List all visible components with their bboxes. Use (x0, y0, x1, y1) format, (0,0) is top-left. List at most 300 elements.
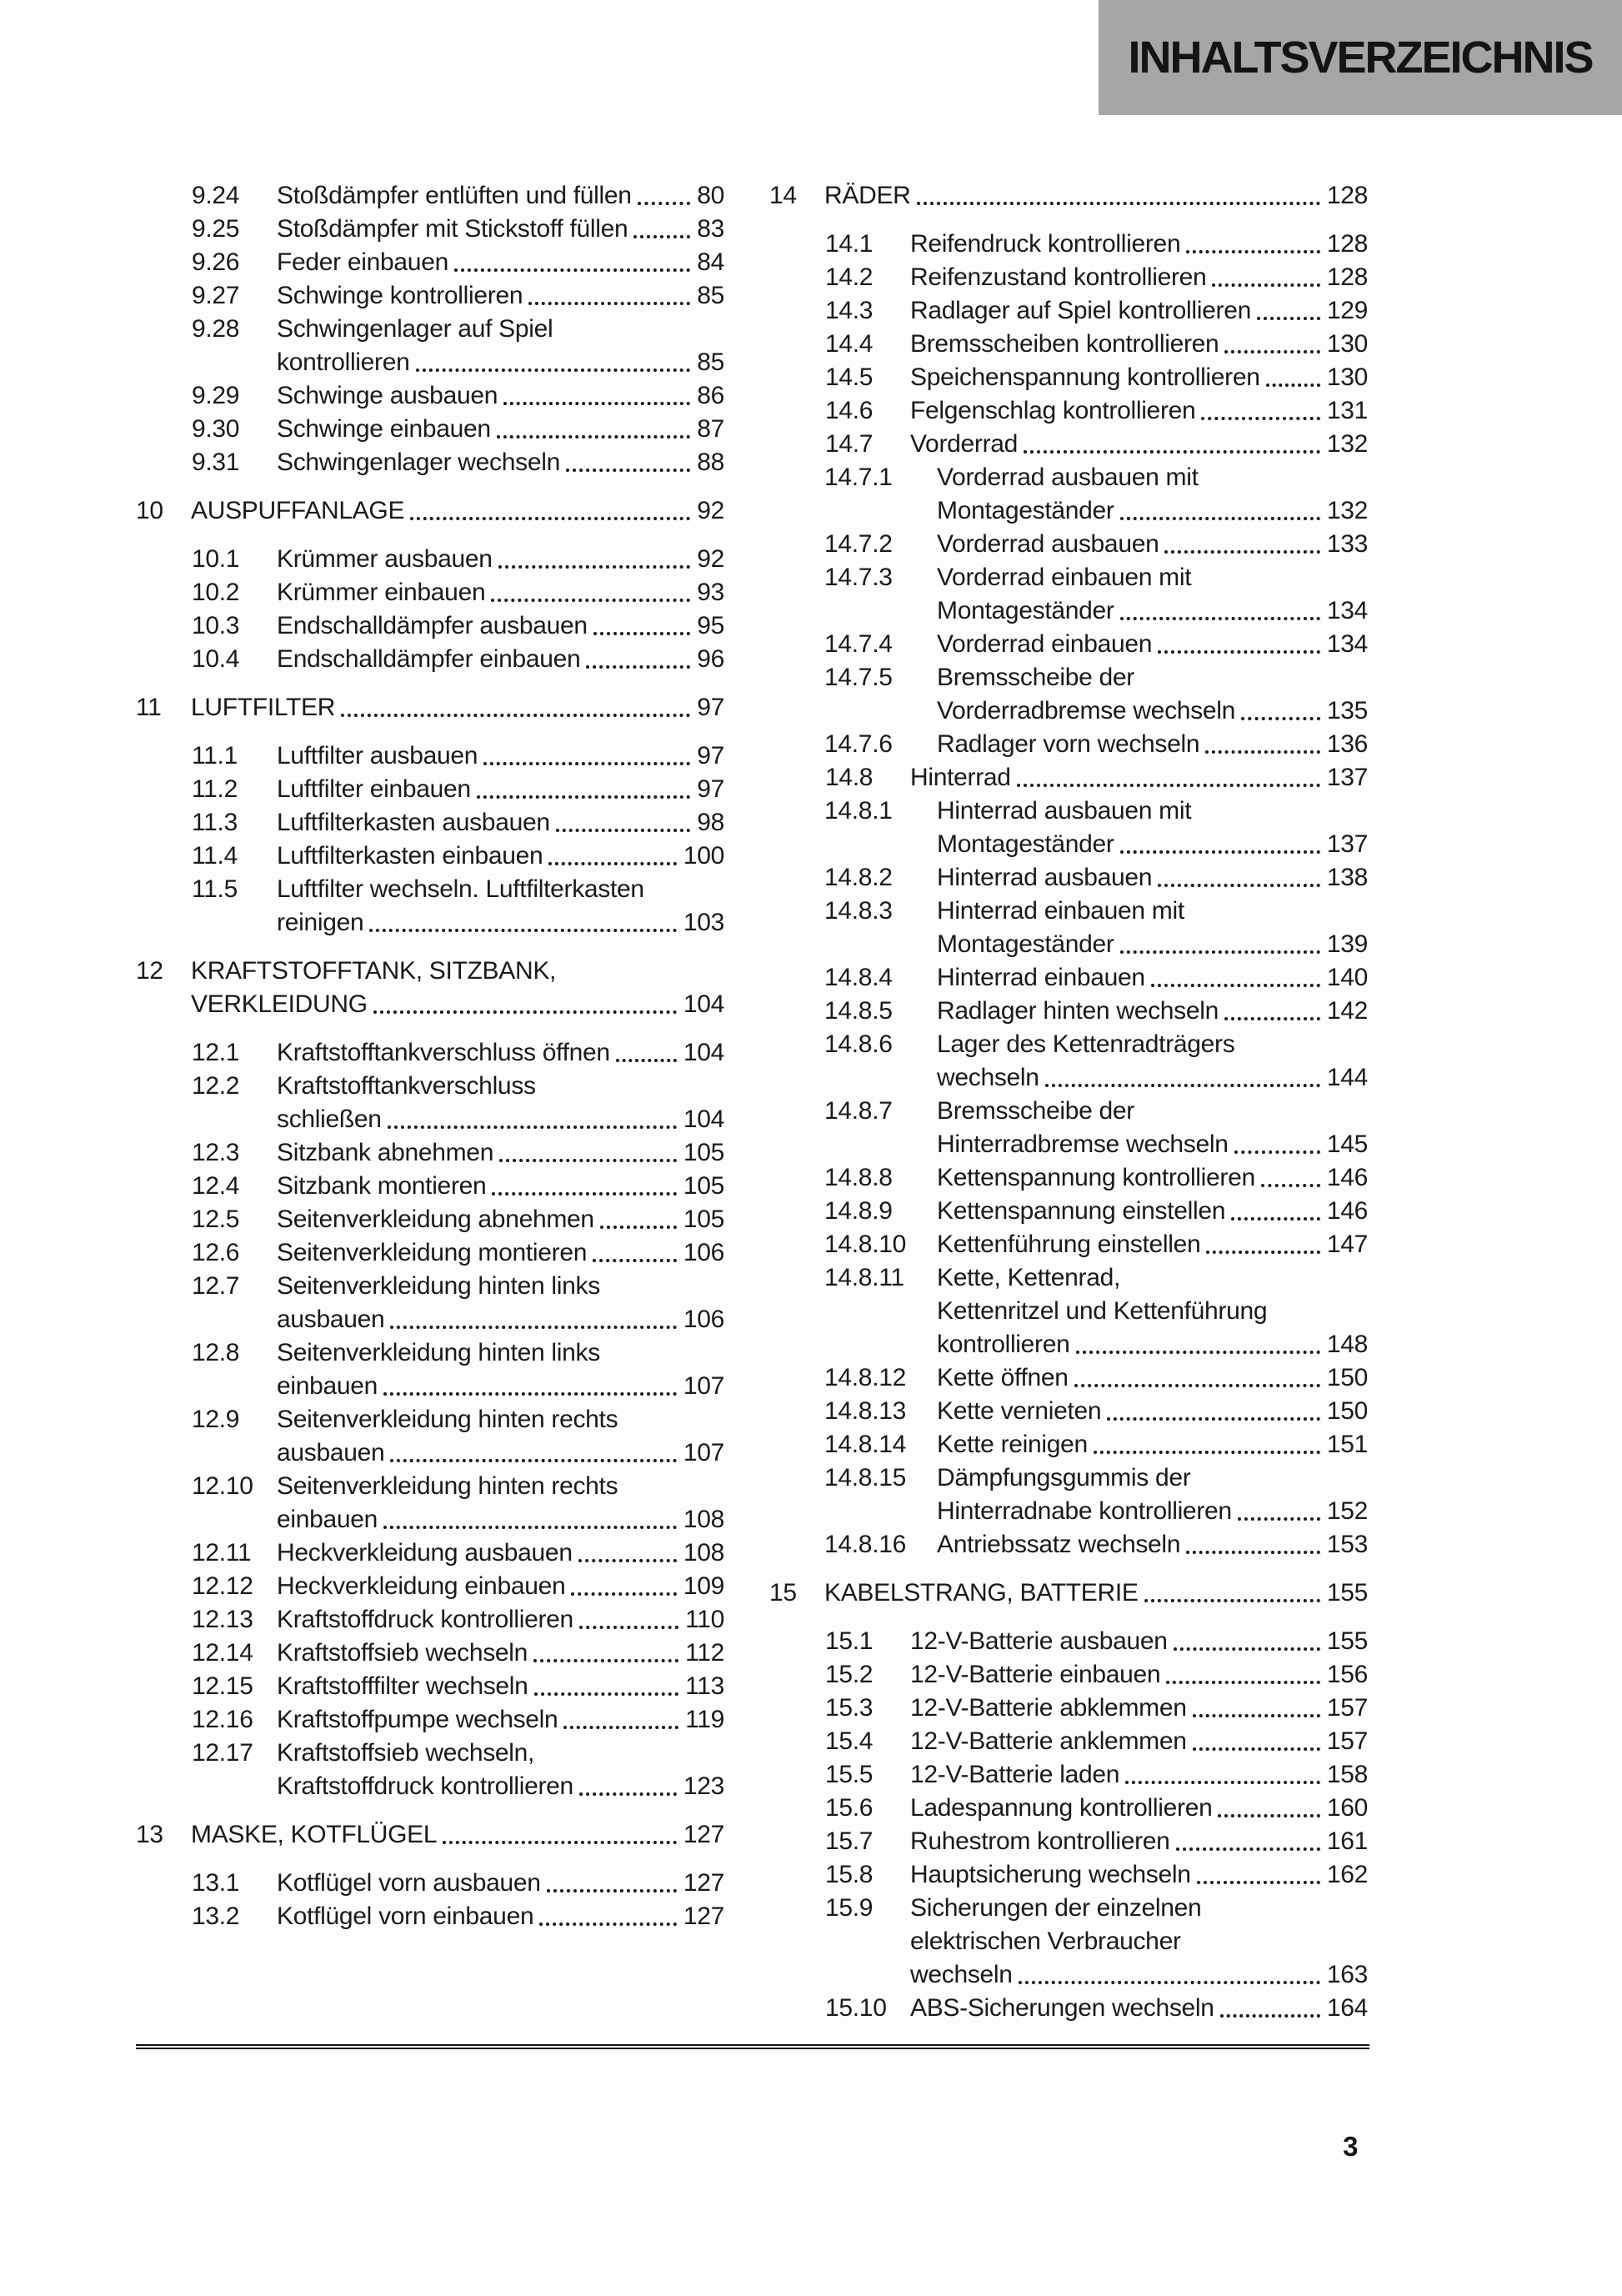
entry-title: KRAFTSTOFFTANK, SITZBANK, (191, 957, 557, 985)
toc-entry (136, 246, 724, 279)
entry-number: 15.10 (825, 1994, 887, 2022)
entry-number: 15.4 (825, 1727, 874, 1755)
entry-page: 92 (697, 497, 724, 524)
entry-page: 142 (1326, 997, 1368, 1025)
toc-line (136, 379, 724, 413)
toc-line (136, 1503, 724, 1537)
dot-leader (1120, 950, 1320, 954)
toc-columns (136, 179, 1368, 2025)
entry-title: Schwinge einbauen (277, 415, 491, 443)
entry-title: Kraftstoffdruck kontrollieren (277, 1772, 573, 1800)
toc-chapter (769, 179, 1368, 213)
entry-title: Kette vernieten (937, 1397, 1102, 1425)
entry-page: 130 (1326, 363, 1368, 391)
entry-page: 128 (1326, 230, 1368, 258)
entry-page: 83 (697, 215, 724, 243)
entry-page: 163 (1326, 1961, 1368, 1988)
dot-leader (1231, 1217, 1320, 1221)
toc-line (136, 1470, 724, 1503)
entry-title: Montageständer (937, 497, 1114, 524)
toc-entry (136, 773, 724, 806)
entry-number: 10 (136, 497, 163, 524)
toc-line (769, 328, 1368, 361)
toc-line (769, 179, 1368, 213)
entry-page: 155 (1326, 1579, 1368, 1607)
toc-line (769, 928, 1368, 961)
entry-number: 14.1 (825, 230, 874, 258)
entry-page: 97 (697, 742, 724, 770)
dot-leader (483, 762, 690, 765)
dot-leader (1224, 350, 1319, 353)
entry-title: Vorderrad einbauen mit (937, 564, 1192, 591)
toc-entry (769, 528, 1368, 561)
entry-number: 15.9 (825, 1894, 874, 1922)
dot-leader (1212, 283, 1319, 287)
entry-page: 161 (1326, 1827, 1368, 1855)
dot-leader (1186, 250, 1320, 253)
entry-page: 147 (1326, 1231, 1368, 1258)
toc-entry (136, 806, 724, 840)
page-header (1099, 0, 1622, 115)
entry-page: 105 (683, 1172, 724, 1200)
entry-number: 15.7 (825, 1827, 874, 1855)
toc-line (136, 1136, 724, 1170)
entry-number: 14 (769, 182, 797, 209)
toc-line (769, 1577, 1368, 1610)
toc-line (769, 494, 1368, 528)
toc-line (136, 313, 724, 346)
toc-entry (136, 1637, 724, 1670)
toc-line (136, 446, 724, 479)
entry-number: 14.7.5 (824, 664, 893, 691)
toc-line (136, 1236, 724, 1270)
dot-leader (416, 368, 691, 372)
toc-line (136, 576, 724, 609)
toc-line (136, 1036, 724, 1070)
dot-leader (1120, 617, 1320, 620)
entry-title: Schwinge ausbauen (277, 382, 498, 409)
entry-page: 95 (697, 612, 724, 639)
entry-title: Hinterrad ausbauen mit (937, 797, 1192, 825)
entry-title: Bremsscheibe der (937, 1097, 1134, 1125)
toc-line (769, 1958, 1368, 1992)
toc-line (136, 413, 724, 446)
dot-leader (1120, 850, 1320, 854)
toc-entry (769, 1161, 1368, 1195)
toc-line (136, 1900, 724, 1933)
entry-title: Sitzbank abnehmen (277, 1139, 494, 1166)
entry-number: 14.8.15 (824, 1464, 906, 1491)
entry-number: 12.8 (192, 1339, 240, 1366)
toc-chapter (769, 1577, 1368, 1610)
entry-title: Kette öffnen (937, 1364, 1069, 1391)
entry-title: AUSPUFFANLAGE (191, 497, 405, 524)
entry-page: 127 (683, 1869, 724, 1897)
entry-title: Hinterrad einbauen (937, 964, 1145, 991)
toc-line (136, 739, 724, 773)
entry-title: Luftfilter ausbauen (277, 742, 478, 770)
toc-line (769, 861, 1368, 895)
entry-page: 144 (1326, 1064, 1368, 1091)
toc-line (769, 1328, 1368, 1361)
entry-title: Endschalldämpfer ausbauen (277, 612, 588, 639)
entry-title: Antriebssatz wechseln (937, 1531, 1181, 1558)
dot-leader (539, 1923, 677, 1926)
dot-leader (917, 202, 1320, 205)
toc-entry (769, 1858, 1368, 1892)
entry-number: 9.27 (192, 282, 240, 309)
entry-page: 160 (1326, 1794, 1368, 1822)
entry-page: 119 (685, 1706, 724, 1733)
entry-title: Luftfilterkasten ausbauen (277, 809, 550, 836)
toc-entry (136, 1036, 724, 1070)
entry-page: 97 (697, 694, 724, 721)
entry-title: Sitzbank montieren (277, 1172, 487, 1200)
entry-title: Schwinge kontrollieren (277, 282, 523, 309)
entry-title: Vorderradbremse wechseln (937, 697, 1235, 724)
entry-page: 137 (1326, 830, 1368, 858)
entry-number: 11 (136, 694, 162, 721)
dot-leader (1261, 1184, 1320, 1187)
dot-leader (454, 268, 690, 272)
entry-title: kontrollieren (277, 348, 410, 376)
dot-leader (1193, 1747, 1320, 1751)
toc-line (769, 1858, 1368, 1892)
entry-number: 14.8 (825, 764, 874, 791)
entry-page: 151 (1326, 1431, 1368, 1458)
toc-entry (136, 1403, 724, 1470)
entry-number: 12.5 (192, 1206, 240, 1233)
dot-leader (1234, 1151, 1320, 1154)
entry-title: KABELSTRANG, BATTERIE (824, 1579, 1139, 1607)
entry-number: 15 (769, 1579, 797, 1607)
dot-leader (499, 1159, 677, 1162)
entry-title: Seitenverkleidung hinten rechts (277, 1406, 618, 1433)
entry-title: elektrischen Verbraucher (910, 1928, 1181, 1955)
toc-entry (136, 1070, 724, 1136)
toc-line (136, 279, 724, 313)
dot-leader (497, 435, 690, 439)
toc-entry (136, 643, 724, 676)
dot-leader (1024, 450, 1320, 454)
toc-line (769, 1625, 1368, 1658)
entry-number: 14.2 (825, 263, 874, 291)
entry-page: 153 (1326, 1531, 1368, 1558)
toc-line (136, 806, 724, 840)
toc-entry (136, 739, 724, 773)
entry-title: Ladespannung kontrollieren (910, 1794, 1213, 1822)
toc-entry (136, 446, 724, 479)
toc-line (136, 1270, 724, 1303)
dot-leader (443, 1841, 677, 1844)
toc-entry (769, 1461, 1368, 1528)
entry-title: Vorderrad ausbauen (937, 530, 1159, 558)
toc-line (769, 1095, 1368, 1128)
toc-line (136, 691, 724, 724)
entry-number: 15.3 (825, 1694, 874, 1722)
toc-entry (769, 1195, 1368, 1228)
entry-title: Kettenspannung einstellen (937, 1197, 1226, 1225)
toc-chapter (136, 494, 724, 528)
entry-title: Hinterrad ausbauen (937, 864, 1153, 891)
entry-title: Seitenverkleidung hinten rechts (277, 1472, 618, 1500)
entry-title: Kette reinigen (937, 1431, 1088, 1458)
entry-number: 15.1 (825, 1627, 874, 1655)
entry-title: Sicherungen der einzelnen (910, 1894, 1202, 1922)
toc-entry (769, 1825, 1368, 1858)
toc-line (769, 1428, 1368, 1461)
toc-line (769, 1461, 1368, 1495)
toc-entry (769, 1758, 1368, 1792)
toc-line (769, 594, 1368, 628)
entry-title: Seitenverkleidung abnehmen (277, 1206, 594, 1233)
toc-entry (136, 213, 724, 246)
entry-number: 14.8.9 (824, 1197, 893, 1225)
toc-line (136, 346, 724, 379)
toc-line (136, 1603, 724, 1637)
toc-entry (136, 313, 724, 379)
entry-number: 12.4 (192, 1172, 240, 1200)
entry-number: 12.3 (192, 1139, 240, 1166)
entry-title: Heckverkleidung ausbauen (277, 1539, 573, 1567)
entry-page: 92 (697, 545, 724, 573)
toc-entry (136, 1867, 724, 1900)
entry-number: 11.1 (192, 742, 238, 770)
toc-entry (136, 1336, 724, 1403)
toc-line (136, 1303, 724, 1336)
entry-title: 12-V-Batterie ausbauen (910, 1627, 1168, 1655)
entry-page: 86 (697, 382, 724, 409)
entry-page: 128 (1326, 182, 1368, 209)
toc-entry (769, 1692, 1368, 1725)
entry-number: 12.1 (192, 1039, 240, 1066)
toc-line (769, 1825, 1368, 1858)
toc-entry (769, 361, 1368, 394)
toc-line (136, 1336, 724, 1370)
entry-title: Radlager auf Spiel kontrollieren (910, 297, 1251, 324)
entry-number: 14.8.13 (824, 1397, 906, 1425)
entry-page: 136 (1326, 730, 1368, 758)
toc-line (769, 461, 1368, 494)
entry-title: Reifenzustand kontrollieren (910, 263, 1207, 291)
toc-line (769, 361, 1368, 394)
entry-page: 93 (697, 579, 724, 606)
entry-number: 15.2 (825, 1661, 874, 1688)
entry-title: RÄDER (824, 182, 911, 209)
toc-line (136, 213, 724, 246)
entry-number: 9.29 (192, 382, 240, 409)
entry-number: 9.28 (192, 315, 240, 343)
toc-entry (136, 1136, 724, 1170)
dot-leader (1257, 317, 1320, 320)
entry-page: 85 (697, 282, 724, 309)
entry-number: 14.7.2 (824, 530, 893, 558)
entry-title: reinigen (277, 909, 364, 936)
dot-leader (383, 1392, 677, 1396)
toc-line (769, 228, 1368, 261)
entry-page: 164 (1326, 1994, 1368, 2022)
toc-entry (769, 1028, 1368, 1095)
entry-title: Felgenschlag kontrollieren (910, 397, 1196, 424)
entry-page: 104 (683, 1039, 724, 1066)
toc-entry (769, 261, 1368, 294)
toc-entry (136, 1670, 724, 1703)
toc-line (769, 1195, 1368, 1228)
toc-line (769, 1295, 1368, 1328)
entry-number: 14.8.6 (824, 1030, 893, 1058)
toc-line (136, 1670, 724, 1703)
entry-page: 156 (1326, 1661, 1368, 1688)
entry-number: 9.26 (192, 248, 240, 276)
entry-title: Hauptsicherung wechseln (910, 1861, 1191, 1888)
entry-title: Radlager hinten wechseln (937, 997, 1219, 1025)
toc-line (136, 1570, 724, 1603)
entry-title: Lager des Kettenradträgers (937, 1030, 1235, 1058)
entry-number: 12.12 (192, 1572, 253, 1600)
dot-leader (593, 632, 690, 635)
footer-rule (136, 2044, 1369, 2049)
toc-line (136, 955, 724, 988)
toc-line (769, 1692, 1368, 1725)
entry-page: 132 (1326, 430, 1368, 458)
toc-entry (769, 394, 1368, 428)
entry-title: schließen (277, 1105, 382, 1133)
toc-line (136, 1637, 724, 1670)
entry-number: 14.8.14 (824, 1431, 906, 1458)
entry-number: 15.8 (825, 1861, 874, 1888)
toc-entry (136, 1603, 724, 1637)
entry-page: 145 (1326, 1130, 1368, 1158)
toc-entry (136, 279, 724, 313)
toc-entry (769, 961, 1368, 995)
toc-entry (769, 1395, 1368, 1428)
toc-entry (769, 728, 1368, 761)
toc-line (769, 961, 1368, 995)
entry-page: 88 (697, 449, 724, 476)
entry-number: 11.5 (192, 875, 238, 903)
toc-chapter (136, 955, 724, 1021)
dot-leader (1158, 884, 1320, 887)
dot-leader (498, 565, 691, 569)
entry-number: 12.11 (192, 1539, 252, 1567)
entry-title: kontrollieren (937, 1331, 1070, 1358)
toc-line (769, 895, 1368, 928)
entry-page: 105 (683, 1139, 724, 1166)
toc-line (769, 1892, 1368, 1925)
entry-number: 13 (136, 1821, 163, 1848)
toc-line (769, 261, 1368, 294)
entry-title: Ruhestrom kontrollieren (910, 1827, 1170, 1855)
entry-title: Kette, Kettenrad, (937, 1264, 1121, 1291)
entry-number: 14.5 (825, 363, 874, 391)
dot-leader (556, 829, 690, 832)
entry-number: 14.7.3 (824, 564, 893, 591)
toc-line (136, 1703, 724, 1737)
entry-title: MASKE, KOTFLÜGEL (191, 1821, 438, 1848)
toc-line (769, 995, 1368, 1028)
toc-line (136, 988, 724, 1021)
entry-page: 130 (1326, 330, 1368, 358)
entry-page: 128 (1326, 263, 1368, 291)
toc-line (769, 294, 1368, 328)
entry-page: 140 (1326, 964, 1368, 991)
entry-page: 127 (683, 1821, 724, 1848)
toc-line (769, 1395, 1368, 1428)
entry-page: 137 (1326, 764, 1368, 791)
entry-title: Montageständer (937, 930, 1114, 958)
toc-line (136, 543, 724, 576)
entry-title: Seitenverkleidung hinten links (277, 1272, 600, 1300)
entry-title: Stoßdämpfer entlüften und füllen (277, 182, 632, 209)
entry-page: 108 (683, 1506, 724, 1533)
dot-leader (1076, 1351, 1320, 1354)
dot-leader (1266, 384, 1320, 387)
toc-entry (136, 1170, 724, 1203)
dot-leader (1125, 1781, 1320, 1784)
dot-leader (1241, 717, 1320, 720)
dot-leader (616, 1059, 677, 1062)
dot-leader (477, 795, 690, 799)
toc-line (769, 561, 1368, 594)
entry-number: 9.24 (192, 182, 240, 209)
entry-number: 15.6 (825, 1794, 874, 1822)
toc-line (769, 828, 1368, 861)
dot-leader (1205, 750, 1320, 754)
entry-title: Seitenverkleidung montieren (277, 1239, 588, 1266)
entry-title: Speichenspannung kontrollieren (910, 363, 1260, 391)
entry-page: 96 (697, 645, 724, 673)
entry-page: 103 (683, 909, 724, 936)
entry-title: Vorderrad einbauen (937, 630, 1153, 658)
toc-entry (769, 795, 1368, 861)
entry-number: 14.8.16 (824, 1531, 906, 1558)
toc-entry (136, 1537, 724, 1570)
toc-entry (769, 1261, 1368, 1361)
entry-page: 106 (683, 1239, 724, 1266)
dot-leader (578, 1559, 677, 1562)
entry-title: Schwingenlager wechseln (277, 449, 560, 476)
entry-number: 14.3 (825, 297, 874, 324)
entry-page: 123 (683, 1772, 724, 1800)
entry-page: 146 (1326, 1197, 1368, 1225)
entry-page: 84 (697, 248, 724, 276)
toc-line (136, 1203, 724, 1236)
toc-line (769, 394, 1368, 428)
toc-entry (769, 1725, 1368, 1758)
dot-leader (1174, 1647, 1320, 1651)
dot-leader (548, 862, 676, 865)
toc-entry (136, 873, 724, 940)
dot-leader (373, 1010, 677, 1014)
entry-page: 107 (683, 1372, 724, 1400)
toc-line (136, 1170, 724, 1203)
entry-number: 12.15 (192, 1672, 253, 1700)
entry-page: 139 (1326, 930, 1368, 958)
dot-leader (1120, 517, 1320, 520)
toc-line (769, 1758, 1368, 1792)
entry-page: 100 (683, 842, 724, 870)
dot-leader (503, 402, 690, 405)
entry-number: 14.6 (825, 397, 874, 424)
toc-entry (136, 413, 724, 446)
entry-number: 14.4 (825, 330, 874, 358)
entry-title: ausbauen (277, 1439, 385, 1466)
toc-entry (769, 1428, 1368, 1461)
toc-line (136, 773, 724, 806)
dot-leader (586, 665, 690, 669)
entry-title: Kotflügel vorn ausbauen (277, 1869, 541, 1897)
toc-line (136, 873, 724, 906)
